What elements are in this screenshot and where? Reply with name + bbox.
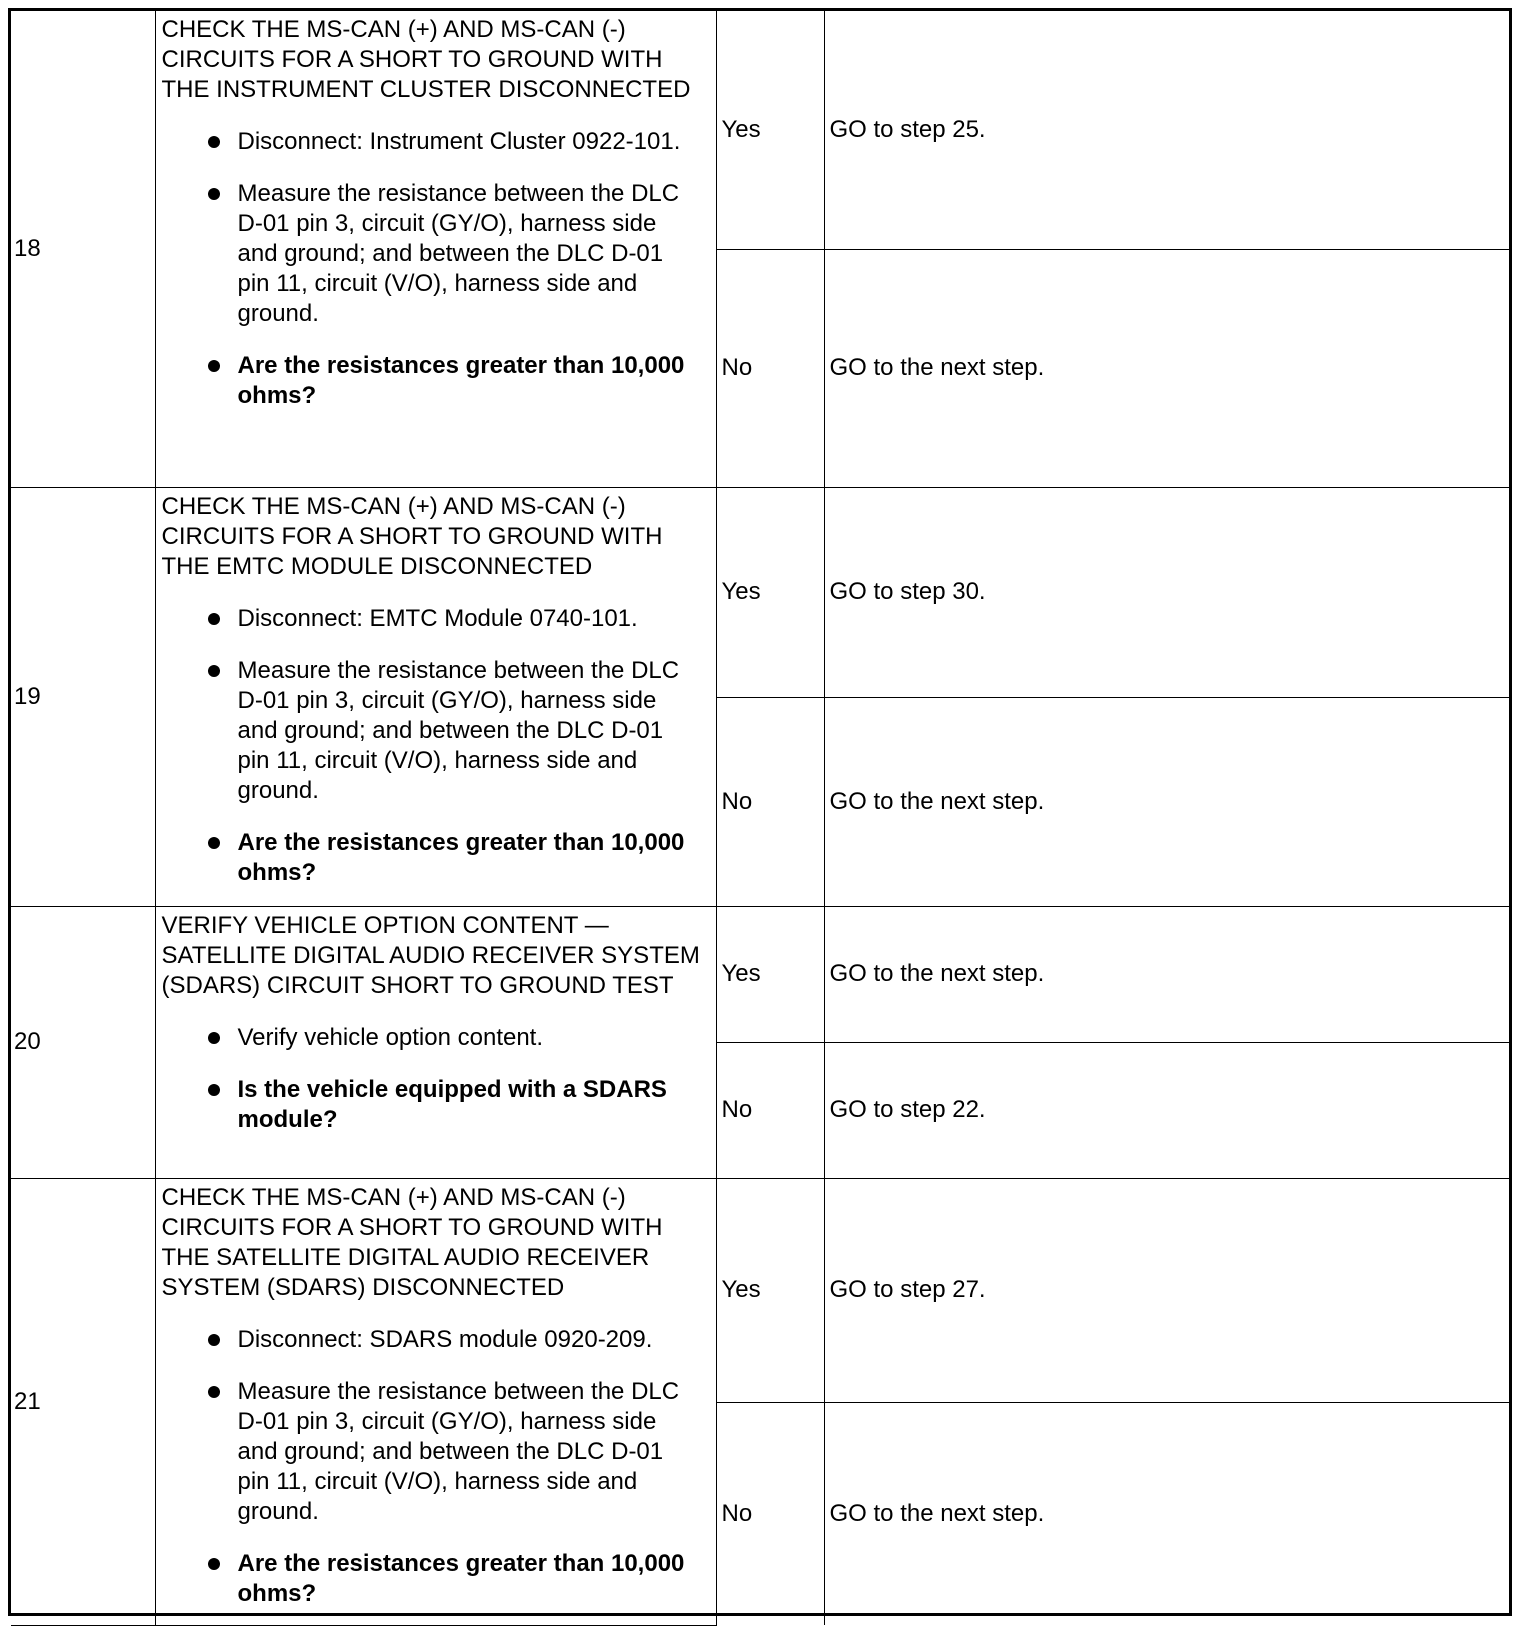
result-yes: GO to the next step. bbox=[824, 906, 1509, 1042]
bullet-icon bbox=[208, 1558, 220, 1570]
step-action-cell bbox=[155, 487, 716, 906]
bullet-icon bbox=[208, 837, 220, 849]
result-no: GO to the next step. bbox=[824, 1402, 1509, 1625]
bullet-icon bbox=[208, 613, 220, 625]
step-question: Is the vehicle equipped with a SDARS module? bbox=[162, 1075, 710, 1135]
step-bullet: Disconnect: EMTC Module 0740-101. bbox=[162, 604, 710, 634]
answer-no: No bbox=[716, 249, 824, 487]
result-no: GO to step 22. bbox=[824, 1042, 1509, 1178]
answer-yes: Yes bbox=[716, 487, 824, 697]
bullet-icon bbox=[208, 1032, 220, 1044]
answer-no: No bbox=[716, 697, 824, 906]
step-row-20-yes bbox=[11, 906, 1509, 1042]
answer-yes: Yes bbox=[716, 906, 824, 1042]
step-bullet-list bbox=[162, 1023, 710, 1135]
result-yes: GO to step 25. bbox=[824, 11, 1509, 249]
step-action-cell bbox=[155, 906, 716, 1178]
step-number: 19 bbox=[11, 487, 155, 906]
step-bullet: Disconnect: SDARS module 0920-209. bbox=[162, 1325, 710, 1355]
answer-yes: Yes bbox=[716, 11, 824, 249]
step-number: 21 bbox=[11, 1178, 155, 1625]
step-row-18-yes bbox=[11, 11, 1509, 249]
step-heading: VERIFY VEHICLE OPTION CONTENT — SATELLITE DIGITAL AUDIO RECEIVER SYSTEM (SDARS) CIRCUIT SHORT TO GROUND TEST bbox=[161, 911, 700, 999]
step-row-19-yes bbox=[11, 487, 1509, 697]
step-action-cell bbox=[155, 11, 716, 487]
answer-yes: Yes bbox=[716, 1178, 824, 1402]
diagnostic-steps-table bbox=[11, 11, 1509, 1626]
step-bullet: Measure the resistance between the DLC D-01 pin 3, circuit (GY/O), harness side and ground; and between the DLC D-01 pin 11, circuit (V/O), harness side and ground. bbox=[162, 656, 710, 806]
step-action-cell bbox=[155, 1178, 716, 1625]
step-number: 20 bbox=[11, 906, 155, 1178]
result-no: GO to the next step. bbox=[824, 697, 1509, 906]
bullet-icon bbox=[208, 188, 220, 200]
result-yes: GO to step 27. bbox=[824, 1178, 1509, 1402]
step-question: Are the resistances greater than 10,000 ohms? bbox=[162, 828, 710, 888]
bullet-icon bbox=[208, 665, 220, 677]
step-bullet: Measure the resistance between the DLC D-01 pin 3, circuit (GY/O), harness side and ground; and between the DLC D-01 pin 11, circuit (V/O), harness side and ground. bbox=[162, 1377, 710, 1527]
step-heading: CHECK THE MS-CAN (+) AND MS-CAN (-) CIRCUITS FOR A SHORT TO GROUND WITH THE SATELLITE DIGITAL AUDIO RECEIVER SYSTEM (SDARS) DISCONNECTED bbox=[161, 1183, 663, 1301]
step-bullet-list bbox=[162, 127, 710, 411]
bullet-icon bbox=[208, 360, 220, 372]
step-question: Are the resistances greater than 10,000 ohms? bbox=[162, 351, 710, 411]
step-heading: CHECK THE MS-CAN (+) AND MS-CAN (-) CIRCUITS FOR A SHORT TO GROUND WITH THE INSTRUMENT CLUSTER DISCONNECTED bbox=[161, 16, 691, 103]
result-no: GO to the next step. bbox=[824, 249, 1509, 487]
bullet-icon bbox=[208, 1084, 220, 1096]
bullet-icon bbox=[208, 1334, 220, 1346]
diagnostic-steps-sheet bbox=[8, 8, 1512, 1616]
step-bullet: Verify vehicle option content. bbox=[162, 1023, 710, 1053]
step-bullet-list bbox=[162, 604, 710, 888]
step-heading: CHECK THE MS-CAN (+) AND MS-CAN (-) CIRCUITS FOR A SHORT TO GROUND WITH THE EMTC MODULE DISCONNECTED bbox=[161, 492, 663, 580]
step-number: 18 bbox=[11, 11, 155, 487]
bullet-icon bbox=[208, 136, 220, 148]
step-bullet: Disconnect: Instrument Cluster 0922-101. bbox=[162, 127, 710, 157]
result-yes: GO to step 30. bbox=[824, 487, 1509, 697]
bullet-icon bbox=[208, 1386, 220, 1398]
step-question: Are the resistances greater than 10,000 ohms? bbox=[162, 1549, 710, 1609]
step-row-21-yes bbox=[11, 1178, 1509, 1402]
step-bullet-list bbox=[162, 1325, 710, 1609]
answer-no: No bbox=[716, 1042, 824, 1178]
step-bullet: Measure the resistance between the DLC D-01 pin 3, circuit (GY/O), harness side and ground; and between the DLC D-01 pin 11, circuit (V/O), harness side and ground. bbox=[162, 179, 710, 329]
answer-no: No bbox=[716, 1402, 824, 1625]
